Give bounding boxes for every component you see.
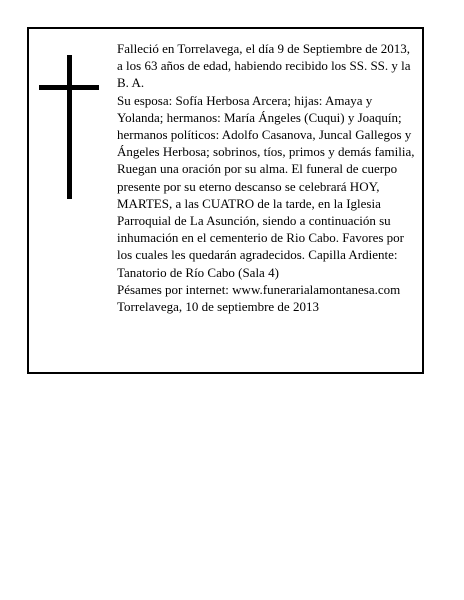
death-announcement: Falleció en Torrelavega, el día 9 de Septiembre de 2013, a los 63 años de edad, habiendo recibido los SS. SS. y la B. A. [117,41,411,91]
obituary-notice [27,27,424,374]
funeral-details: Ruegan una oración por su alma. El funeral de cuerpo presente por su eterno descanso se celebrará HOY, MARTES, a las CUATRO de la tarde, en la Iglesia Parroquial de La Asunción, siendo a continuación su inhumación en el cementerio de Rio Cabo. Favores por los cuales les quedarán agradecidos. Capilla Ardiente: Tanatorio de Río Cabo (Sala 4) [117,161,405,280]
family-list: Su esposa: Sofía Herbosa Arcera; hijas: Amaya y Yolanda; hermanos: María Ángeles (Cuqui) y Joaquín; hermanos políticos: Adolfo Casanova, Juncal Gallegos y Ángeles Herbosa; sobrinos, tíos, primos y demás familia, [117,92,415,160]
notice-text [117,40,419,315]
place-and-date: Torrelavega, 10 de septiembre de 2013 [117,299,319,315]
condolences-website: Pésames por internet: www.funerarialamontanesa.com [117,281,401,297]
cross-icon [39,55,99,199]
cross-horizontal-bar [39,85,99,90]
cross-vertical-bar [67,55,72,199]
